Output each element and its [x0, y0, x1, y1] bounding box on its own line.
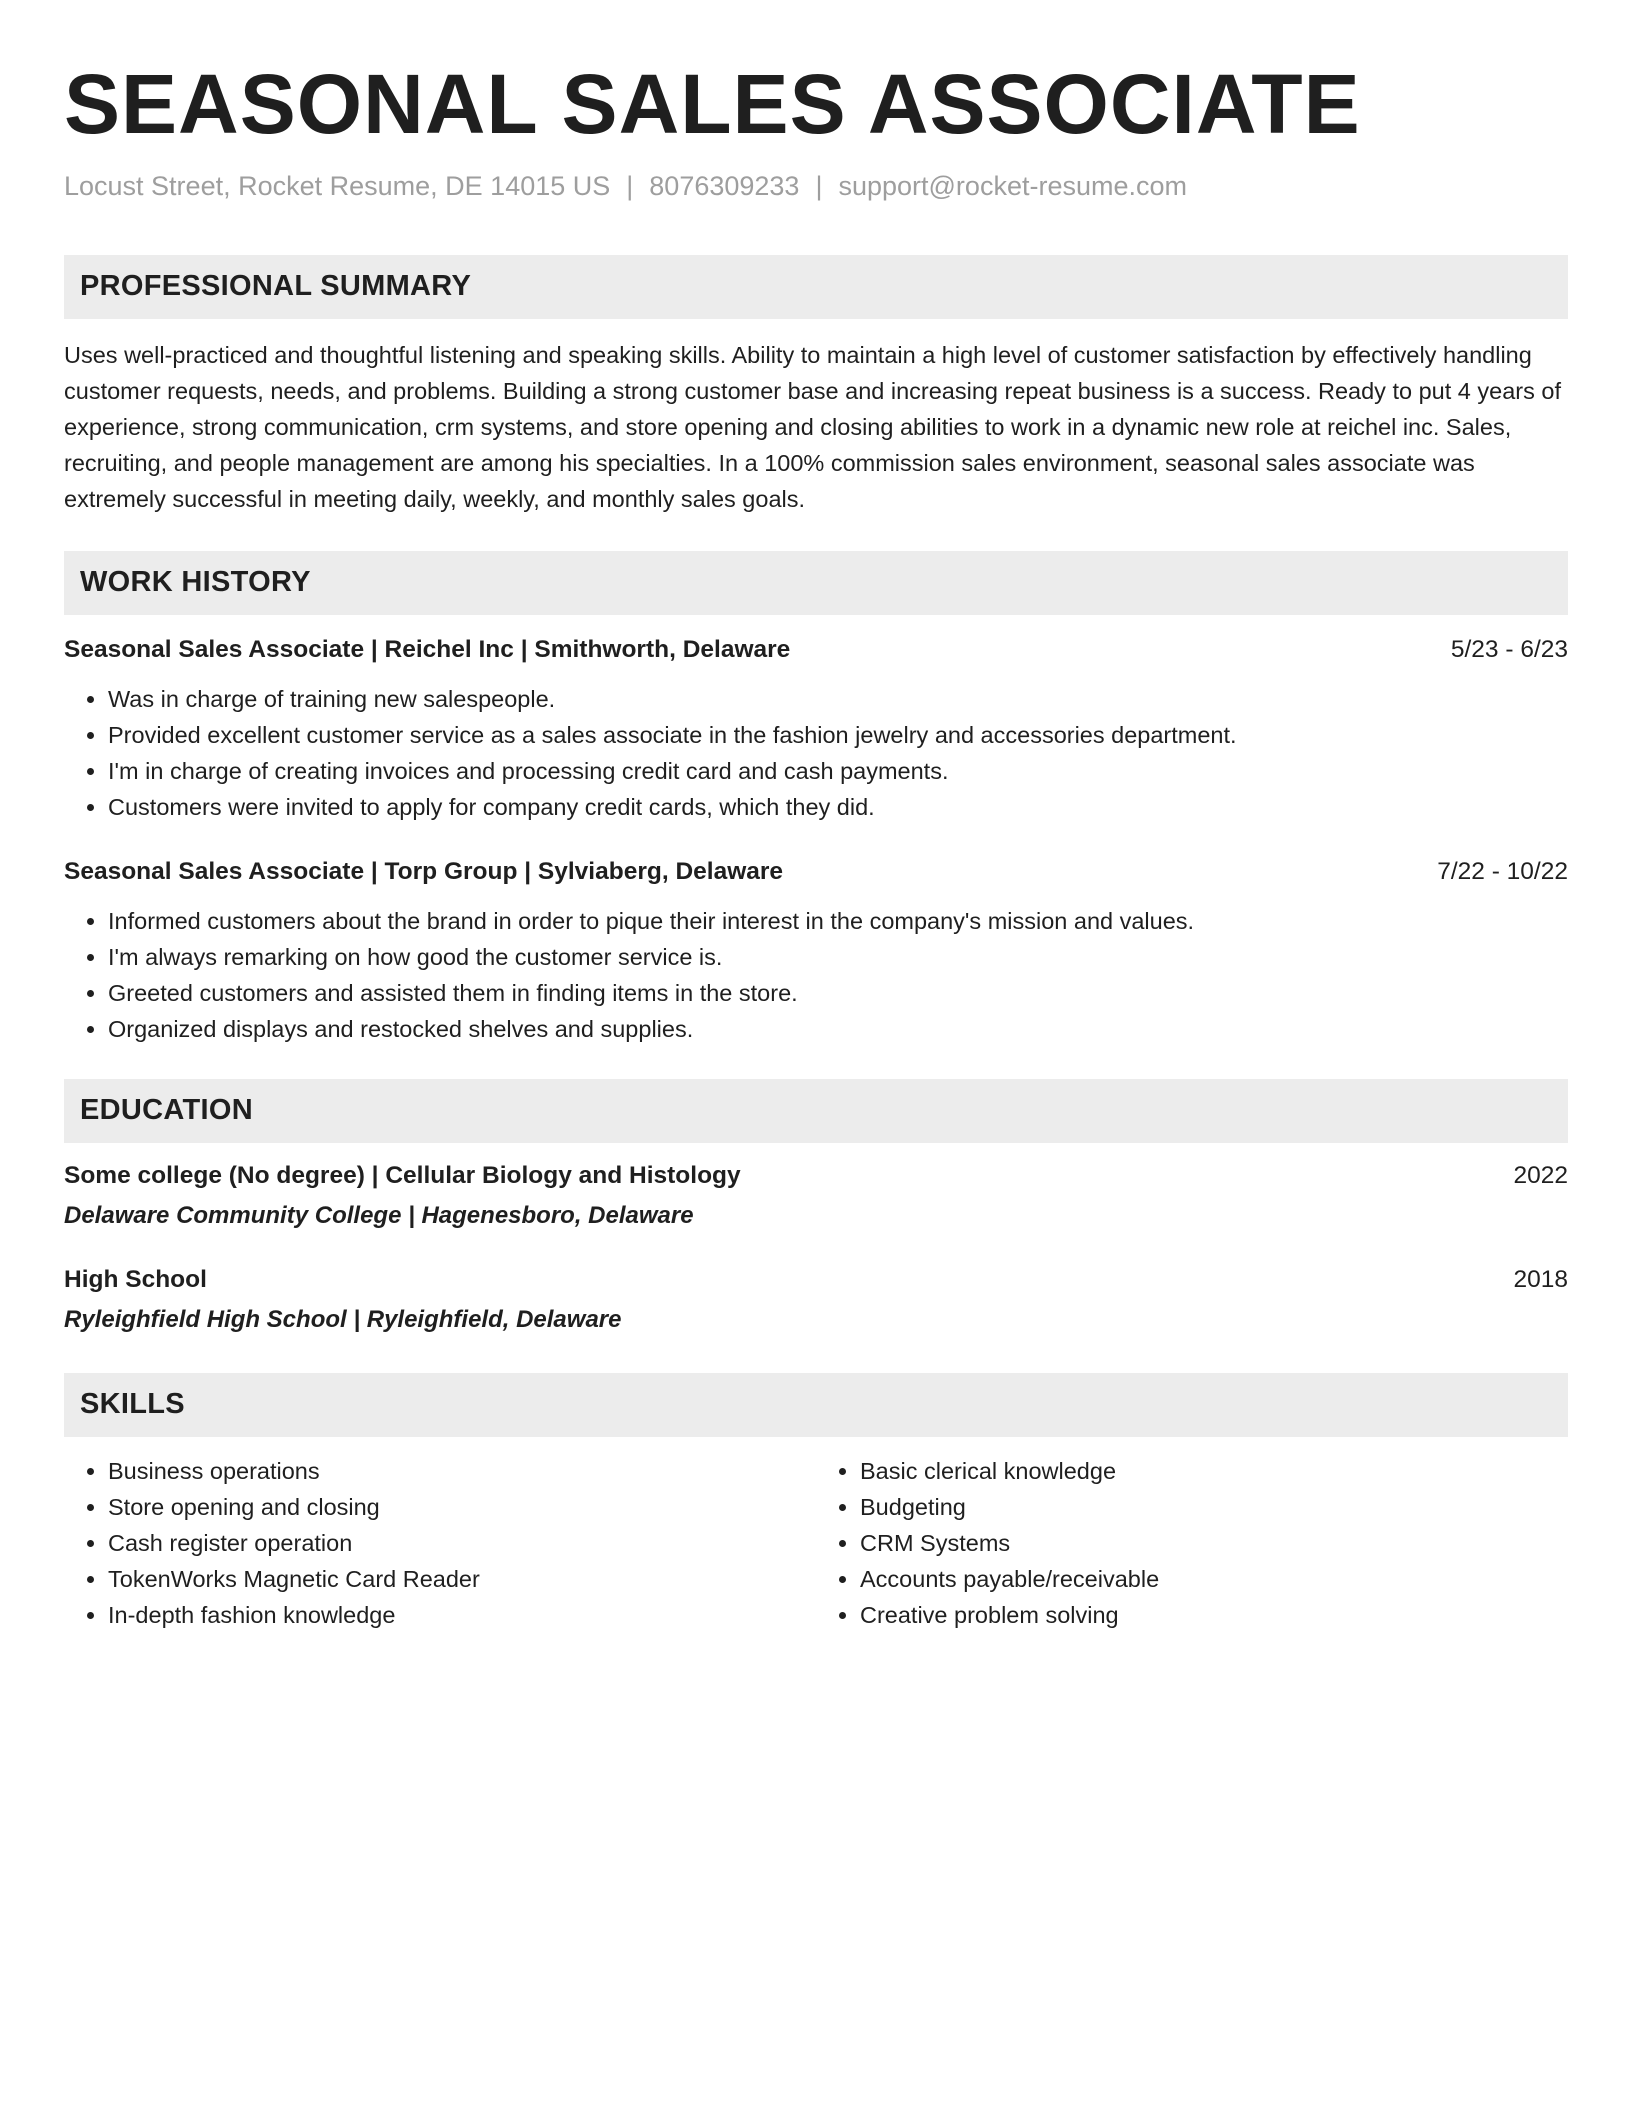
skill-item: • Business operations: [108, 1453, 816, 1489]
skills-column-right: [816, 1453, 1568, 1633]
job-bullet: • Informed customers about the brand in order to pique their interest in the company's mission and values.: [108, 903, 1568, 939]
skill-item: • In-depth fashion knowledge: [108, 1597, 816, 1633]
education-year: 2018: [1513, 1265, 1568, 1293]
resume-name: SEASONAL SALES ASSOCIATE: [64, 57, 1361, 151]
skills-grid: [64, 1453, 1568, 1633]
contact-separator: |: [815, 171, 823, 202]
work-history-section: [64, 551, 1568, 1047]
education-school: Delaware Community College | Hagenesboro, Delaware: [64, 1201, 694, 1229]
contact-address: Locust Street, Rocket Resume, DE 14015 US: [64, 171, 611, 202]
job-bullet: • Provided excellent customer service as a sales associate in the fashion jewelry and accessories department.: [108, 717, 1568, 753]
job-title: Seasonal Sales Associate | Reichel Inc | Smithworth, Delaware: [64, 635, 791, 663]
education-heading: EDUCATION: [64, 1079, 1568, 1143]
job-header: [64, 855, 1568, 889]
job-title: Seasonal Sales Associate | Torp Group | Sylviaberg, Delaware: [64, 857, 784, 885]
contact-separator: |: [626, 171, 634, 202]
skill-item: • Accounts payable/receivable: [860, 1561, 1568, 1597]
contact-email: support@rocket-resume.com: [838, 171, 1187, 202]
skill-item: • TokenWorks Magnetic Card Reader: [108, 1561, 816, 1597]
work-history-heading: WORK HISTORY: [64, 551, 1568, 615]
job-bullets: [64, 681, 1568, 825]
job-entry: [64, 633, 1568, 825]
education-school: Ryleighfield High School | Ryleighfield, Delaware: [64, 1305, 622, 1333]
job-bullet: • Was in charge of training new salespeople.: [108, 681, 1568, 717]
education-entry: [64, 1263, 1568, 1337]
education-section: [64, 1079, 1568, 1337]
skill-item: • Cash register operation: [108, 1525, 816, 1561]
education-degree: Some college (No degree) | Cellular Biology and Histology: [64, 1161, 741, 1189]
skills-list: [64, 1453, 816, 1633]
job-bullets: [64, 903, 1568, 1047]
job-entry: [64, 855, 1568, 1047]
job-bullet: • I'm always remarking on how good the customer service is.: [108, 939, 1568, 975]
summary-heading: PROFESSIONAL SUMMARY: [64, 255, 1568, 319]
job-bullet: • Organized displays and restocked shelves and supplies.: [108, 1011, 1568, 1047]
skill-item: • Budgeting: [860, 1489, 1568, 1525]
skill-item: • Creative problem solving: [860, 1597, 1568, 1633]
skill-item: • Store opening and closing: [108, 1489, 816, 1525]
job-header: [64, 633, 1568, 667]
summary-text: Uses well-practiced and thoughtful listening and speaking skills. Ability to maintain a high level of customer satisfaction by effectively handling customer requests, needs, and problems. Building a strong customer base and increasing repeat business is a success. Ready to put 4 years of experience, strong communication, crm systems, and store opening and closing abilities to work in a dynamic new role at reichel inc. Sales, recruiting, and people management are among his specialties. In a 100% commission sales environment, seasonal sales associate was extremely successful in meeting daily, weekly, and monthly sales goals.: [64, 341, 1561, 512]
skill-item: • CRM Systems: [860, 1525, 1568, 1561]
job-bullet: • I'm in charge of creating invoices and processing credit card and cash payments.: [108, 753, 1568, 789]
education-entry: [64, 1159, 1568, 1233]
job-bullet: • Greeted customers and assisted them in finding items in the store.: [108, 975, 1568, 1011]
job-dates: 5/23 - 6/23: [1450, 635, 1568, 663]
job-dates: 7/22 - 10/22: [1437, 857, 1568, 885]
skill-item: • Basic clerical knowledge: [860, 1453, 1568, 1489]
skills-section: [64, 1373, 1568, 1633]
skills-list: [816, 1453, 1568, 1633]
contact-line: [64, 170, 1568, 202]
job-bullet: • Customers were invited to apply for company credit cards, which they did.: [108, 789, 1568, 825]
summary-section: [64, 255, 1568, 517]
skills-heading: SKILLS: [64, 1373, 1568, 1437]
skills-column-left: [64, 1453, 816, 1633]
education-degree: High School: [64, 1265, 207, 1293]
education-header: [64, 1159, 1568, 1193]
education-year: 2022: [1513, 1161, 1568, 1189]
education-header: [64, 1263, 1568, 1297]
contact-phone: 8076309233: [649, 171, 800, 202]
